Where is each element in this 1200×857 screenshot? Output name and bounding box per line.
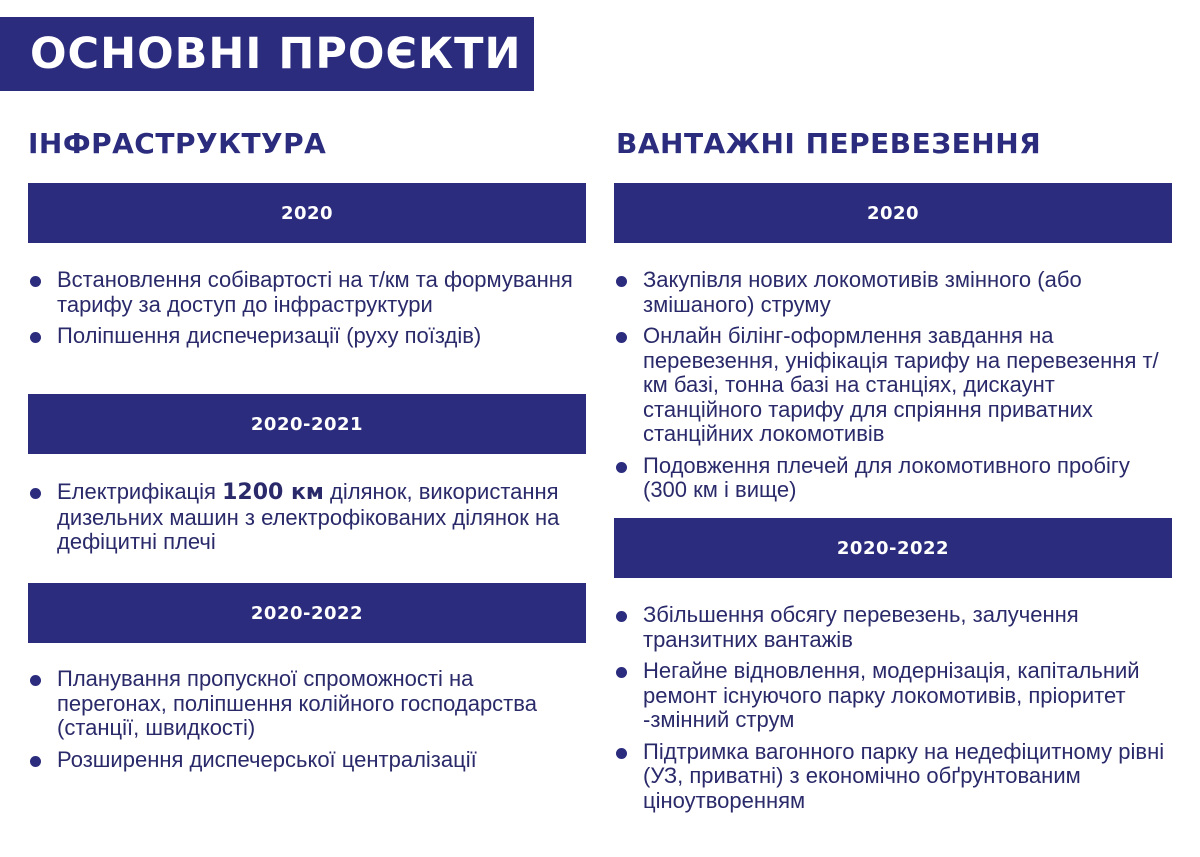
list-item-text: Поліпшення диспечеризації (руху поїздів) (57, 323, 482, 348)
period-band-2020 (28, 183, 586, 243)
list-item-text: Закупівля нових локомотивів змінного (або змішаного) струму (643, 267, 1082, 317)
period-band-2020-2022 (28, 583, 586, 643)
bullet-icon (30, 276, 41, 287)
period-list-2020 (28, 268, 586, 356)
bullet-icon (30, 488, 41, 499)
period-label: 2020-2022 (836, 537, 950, 559)
list-item (614, 324, 1172, 447)
bullet-icon (30, 332, 41, 343)
list-item (28, 480, 586, 555)
list-item-text-start: Електрифікація (57, 479, 223, 504)
page-title: ОСНОВНІ ПРОЄКТИ (30, 29, 522, 79)
bullet-icon (616, 462, 627, 473)
list-item (28, 667, 586, 741)
bullet-icon (616, 667, 627, 678)
bullet-icon (616, 748, 627, 759)
list-item (614, 268, 1172, 317)
period-label: 2020-2021 (250, 413, 364, 435)
list-item-text: Підтримка вагонного парку на недефіцитному рівні (УЗ, приватні) з економічно обґрунтованим ціноутворенням (643, 738, 1165, 813)
list-item (614, 454, 1172, 503)
list-item (614, 603, 1172, 652)
list-item-text: Встановлення собівартості на т/км та формування тарифу за доступ до інфраструктури (57, 267, 573, 317)
list-item (28, 324, 586, 349)
period-band-2020 (614, 183, 1172, 243)
period-label: 2020 (280, 202, 334, 224)
bullet-icon (616, 611, 627, 622)
bullet-icon (616, 332, 627, 343)
period-label: 2020-2022 (250, 602, 364, 624)
list-item-text: Негайне відновлення, модернізація, капітальний ремонт існуючого парку локомотивів, пріоритет -змінний струм (643, 658, 1140, 732)
bullet-icon (30, 756, 41, 767)
list-item-text-end: ділянок, використання дизельних машин з електрофікованих ділянок на дефіцитні плечі (57, 479, 560, 554)
list-item-text: Збільшення обсягу перевезень, залучення транзитних вантажів (643, 602, 1079, 652)
list-item-text: Планування пропускної спроможності на перегонах, поліпшення колійного господарства (станції, швидкості) (57, 666, 537, 740)
page-title-banner (0, 17, 534, 91)
list-item-text: Розширення диспечерської централізації (57, 746, 477, 772)
list-item (614, 740, 1172, 814)
period-list-2020-2022 (28, 667, 586, 779)
period-list-2020-2021 (28, 480, 586, 562)
infrastructure-heading: ІНФРАСТРУКТУРА (28, 127, 327, 160)
period-band-2020-2022 (614, 518, 1172, 578)
freight-heading: ВАНТАЖНІ ПЕРЕВЕЗЕННЯ (616, 127, 1042, 160)
bullet-icon (616, 276, 627, 287)
list-item (28, 268, 586, 317)
list-item-text (57, 479, 559, 554)
list-item-text: Онлайн білінг-оформлення завдання на перевезення, уніфікація тарифу на перевезення т/км базі, тонна базі на станціях, дискаунт станційного тарифу для спріяння приватних станційних локомотивів (643, 323, 1159, 446)
period-band-2020-2021 (28, 394, 586, 454)
period-label: 2020 (866, 202, 920, 224)
period-list-2020-2022 (614, 603, 1172, 820)
list-item (28, 748, 586, 773)
list-item (614, 659, 1172, 733)
list-item-text: Подовження плечей для локомотивного пробігу (300 км і вище) (643, 452, 1130, 502)
bullet-icon (30, 675, 41, 686)
electrification-distance: 1200 км (222, 480, 324, 505)
period-list-2020 (614, 268, 1172, 510)
